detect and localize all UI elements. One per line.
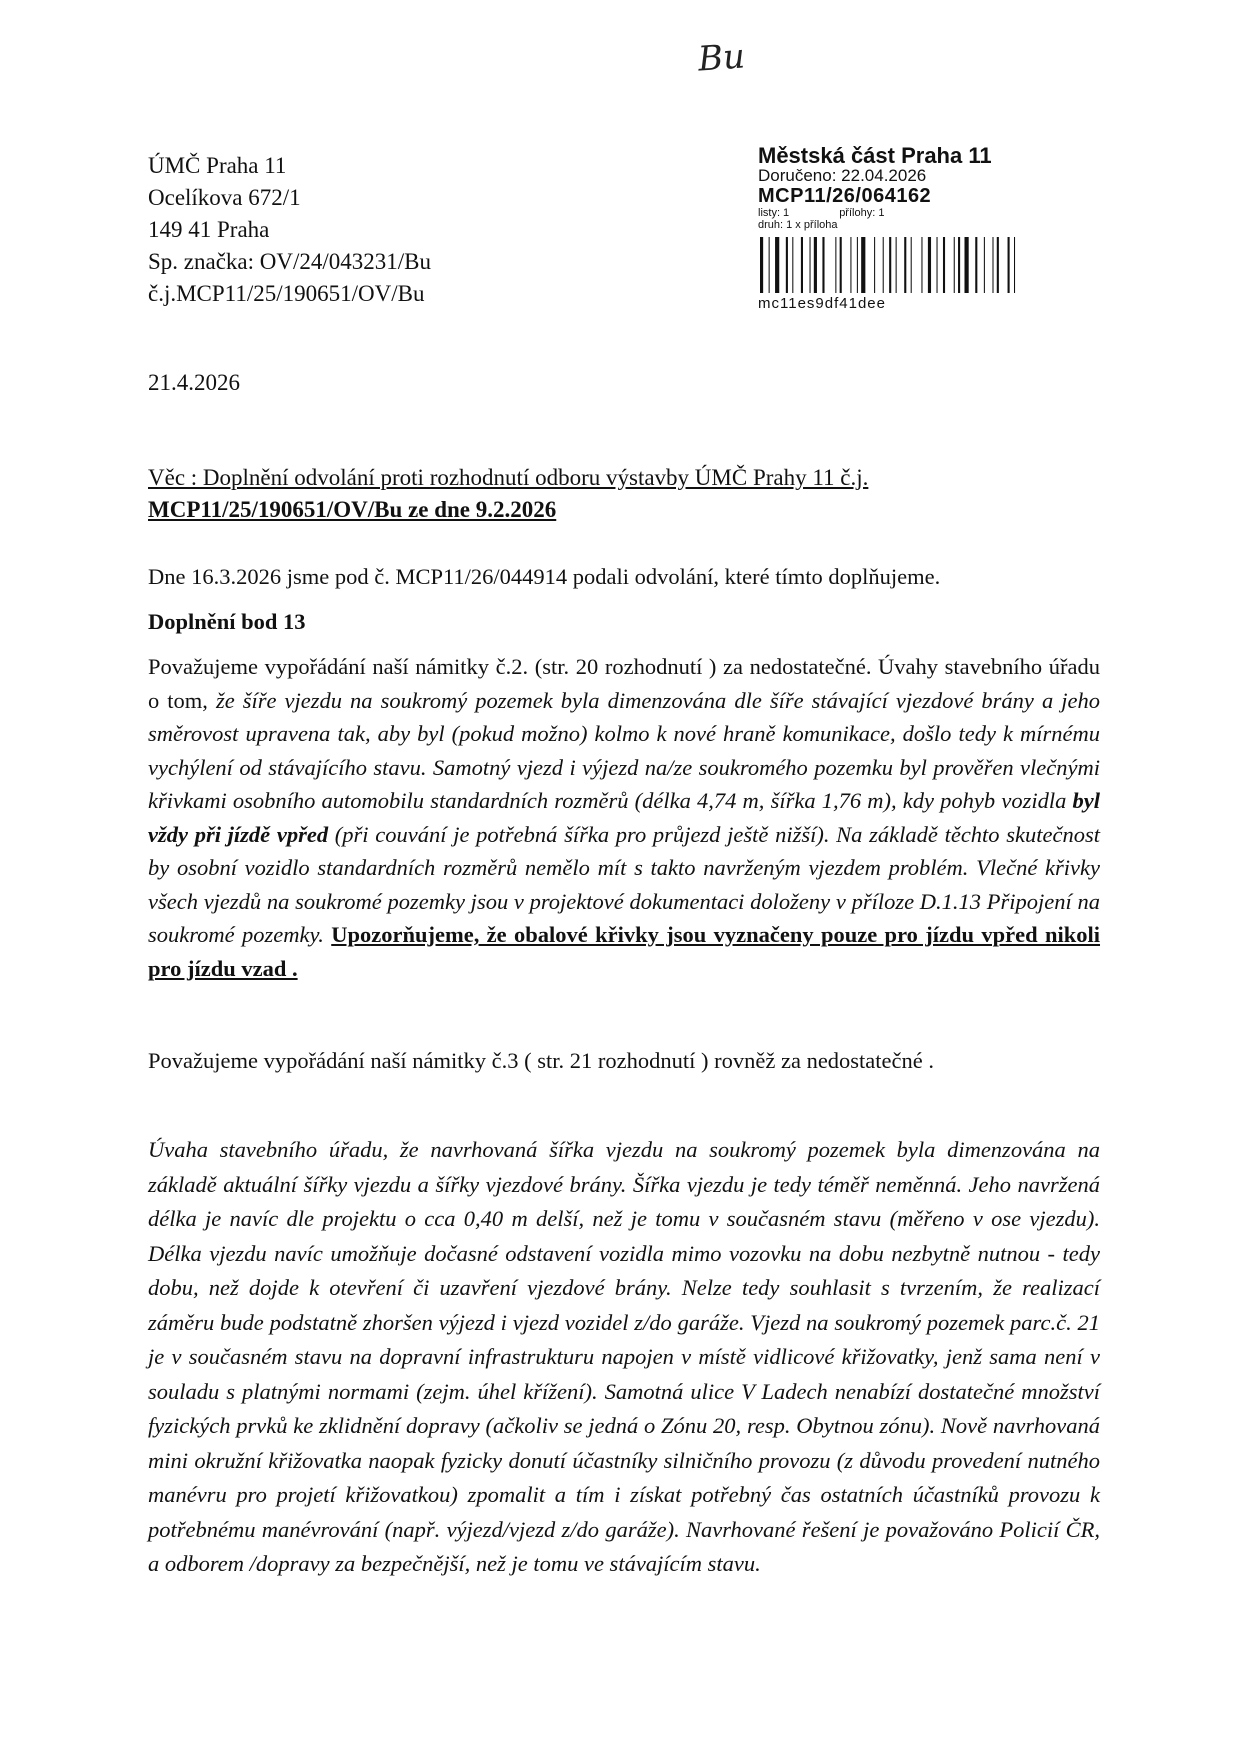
point-13-intro: Považujeme vypořádání naší námitky č.2. (str. 20 rozhodnutí ) za nedostatečné. Úvahy stavebního úřadu o tom, [148, 654, 1100, 713]
stamp-barcode-text: mc11es9df41dee [758, 295, 886, 312]
point-13-bold-italic: byl vždy při jízdě vpřed [148, 788, 1100, 847]
stamp-sheets: listy: 1 [758, 207, 790, 219]
subject-line-1: Věc : Doplnění odvolání proti rozhodnutí odboru výstavby ÚMČ Prahy 11 č.j. [148, 465, 869, 490]
stamp-ref: MCP11/26/064162 [758, 185, 932, 207]
sender-line: 149 41 Praha [148, 217, 270, 242]
section-heading: Doplnění bod 13 [148, 609, 306, 634]
sender-address [148, 150, 431, 310]
sender-line: ÚMČ Praha 11 [148, 153, 287, 178]
point-13-italic-1: že šíře vjezdu na soukromý pozemek byla dimenzována dle šíře stávající vjezdové brány a jeho směrovost upravena tak, aby byl (pokud možno) kolmo k nové hraně komunikace, došlo tedy k mírnému vychýlení od stávajícího stavu. Samotný vjezd i výjezd na/ze soukromého pozemku byl prověřen vlečnými křivkami osobního automobilu standardních rozměrů (délka 4,74 m, šířka 1,76 m), kdy pohyb vozidla [148, 687, 1100, 813]
letter-date: 21.4.2026 [148, 370, 240, 395]
point-13-paragraph [148, 650, 1100, 985]
handwritten-initials: Bu [696, 36, 747, 80]
sender-line: č.j.MCP11/25/190651/OV/Bu [148, 281, 425, 306]
registry-stamp [758, 145, 1048, 312]
stamp-kind: druh: 1 x příloha [758, 219, 838, 231]
subject-line-2: MCP11/25/190651/OV/Bu ze dne 9.2.2026 [148, 497, 557, 522]
subject [148, 462, 868, 526]
objection-3-paragraph: Považujeme vypořádání naší námitky č.3 ( str. 21 rozhodnutí ) rovněž za nedostatečné . [148, 1048, 935, 1073]
stamp-received: Doručeno: 22.04.2026 [758, 166, 927, 185]
sender-line: Ocelíkova 672/1 [148, 185, 301, 210]
sender-line: Sp. značka: OV/24/043231/Bu [148, 249, 431, 274]
point-13-italic-2: (při couvání je potřebná šířka pro průjezd ještě nižší). Na základě těchto skutečnost by osobní vozidlo standardních rozměrů nemělo mít s takto navrženým vjezdem problém. Vlečné křivky všech vjezdů na soukromé pozemky jsou v projektové dokumentaci doloženy v příloze D.1.13 Připojení na soukromé pozemky. [148, 821, 1100, 947]
appeal-paragraph: Dne 16.3.2026 jsme pod č. MCP11/26/044914 podali odvolání, které tímto doplňujeme. [148, 564, 941, 589]
office-reasoning-paragraph: Úvaha stavebního úřadu, že navrhovaná šířka vjezdu na soukromý pozemek byla dimenzována na základě aktuální šířky vjezdu a šířky vjezdové brány. Šířka vjezdu je tedy téměř neměnná. Jeho navržená délka je navíc dle projektu o cca 0,40 m delší, než je tomu v současném stavu (měřeno v ose vjezdu). Délka vjezdu navíc umožňuje dočasné odstavení vozidla mimo vozovku na dobu nezbytně nutnou - tedy dobu, než dojde k otevření či uzavření vjezdové brány. Nelze tedy souhlasit s tvrzením, že realizací záměru bude podstatně zhoršen výjezd i vjezd vozidel z/do garáže. Vjezd na soukromý pozemek parc.č. 21 je v současném stavu na dopravní infrastrukturu napojen v místě vidlicové křižovatky, jenž sama není v souladu s platnými normami (zejm. úhel křížení). Samotná ulice V Ladech nenabízí dostatečné množství fyzických prvků ke zklidnění dopravy (ačkoliv se jedná o Zónu 20, resp. Obytnou zónu). Nově navrhovaná mini okružní křižovatka naopak fyzicky donutí účastníky silničního provozu (z důvodu provedení nutného manévru pro projetí křižovatkou) zpomalit a tím i získat potřebný čas ostatních účastníků provozu k potřebnému manévrování (např. výjezd/vjezd z/do garáže). Navrhované řešení je považováno Policií ČR, a odborem /dopravy za bezpečnější, než je tomu ve stávajícím stavu. [148, 1137, 1100, 1576]
stamp-org: Městská část Praha 11 [758, 143, 992, 168]
stamp-attachments: přílohy: 1 [839, 207, 885, 219]
stamp-counts [758, 207, 1048, 219]
barcode-image [758, 237, 1040, 293]
point-13-warning: Upozorňujeme, že obalové křivky jsou vyznačeny pouze pro jízdu vpřed nikoli pro jízdu vzad . [148, 922, 1101, 981]
